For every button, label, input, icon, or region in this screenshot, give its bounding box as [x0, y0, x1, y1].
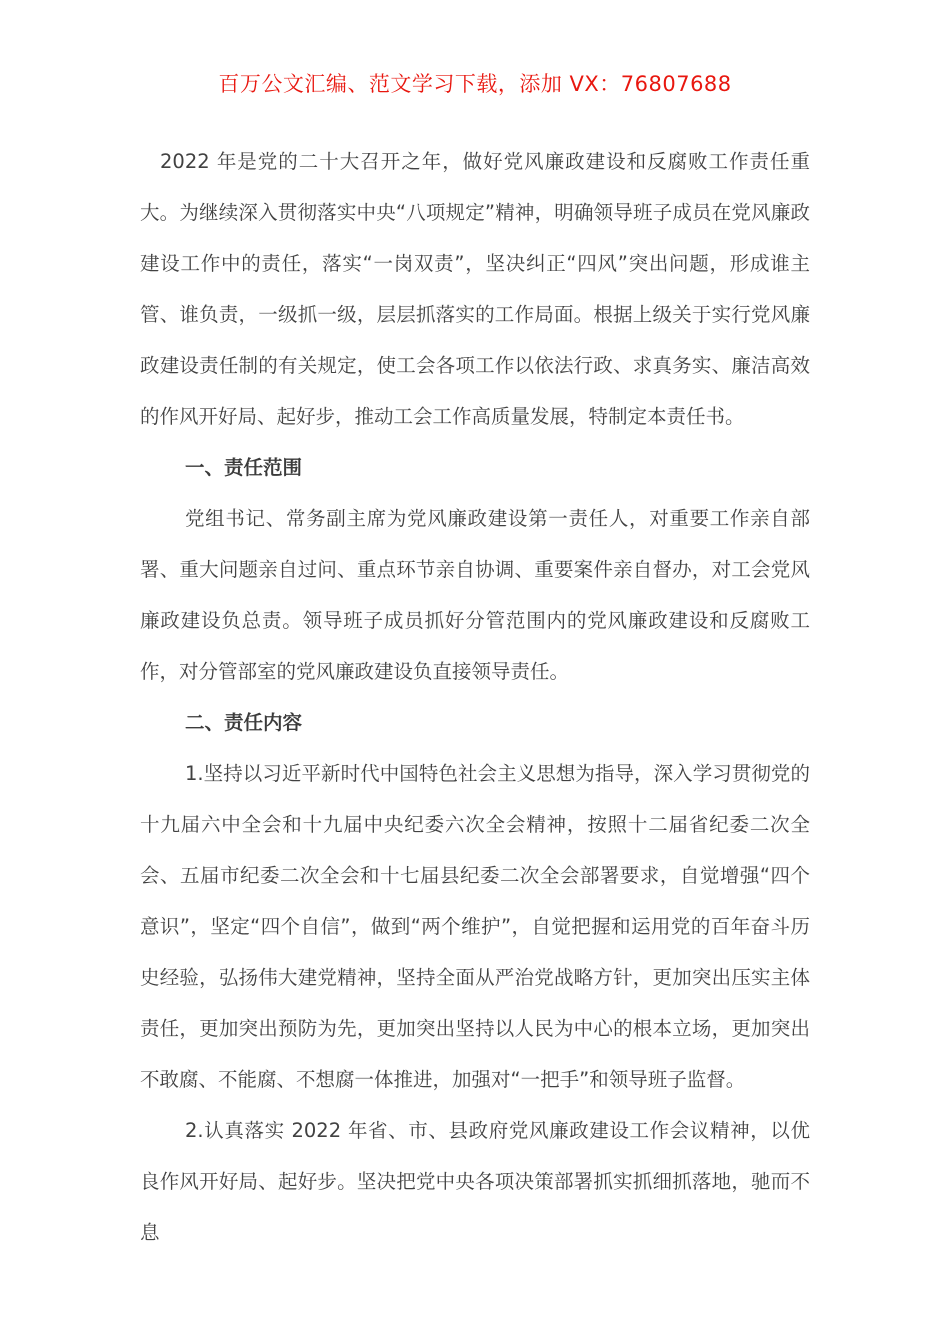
section-heading: 二、责任内容	[185, 711, 303, 734]
paragraph: 2.认真落实 2022 年省、市、县政府党风廉政建设工作会议精神，以优良作风开好局、起好步。坚决把党中央各项决策部署抓实抓细抓落地，驰而不息	[140, 1119, 810, 1244]
promo-banner: 百万公文汇编、范文学习下载，添加 VX：76807688	[218, 72, 732, 96]
paragraph: 党组书记、常务副主席为党风廉政建设第一责任人，对重要工作亲自部署、重大问题亲自过问、重点环节亲自协调、重要案件亲自督办，对工会党风廉政建设负总责。领导班子成员抓好分管范围内的党风廉政建设和反腐败工作，对分管部室的党风廉政建设负直接领导责任。	[140, 507, 810, 683]
paragraph: 2022 年是党的二十大召开之年，做好党风廉政建设和反腐败工作责任重大。为继续深入贯彻落实中央“八项规定”精神，明确领导班子成员在党风廉政建设工作中的责任，落实“一岗双责”，坚决纠正“四风”突出问题，形成谁主管、谁负责，一级抓一级，层层抓落实的工作局面。根据上级关于实行党风廉政建设责任制的有关规定，使工会各项工作以依法行政、求真务实、廉洁高效的作风开好局、起好步，推动工会工作高质量发展，特制定本责任书。	[140, 150, 810, 428]
paragraph: 1.坚持以习近平新时代中国特色社会主义思想为指导，深入学习贯彻党的十九届六中全会和十九届中央纪委六次全会精神，按照十二届省纪委二次全会、五届市纪委二次全会和十七届县纪委二次全会部署要求，自觉增强“四个意识”，坚定“四个自信”，做到“两个维护”，自觉把握和运用党的百年奋斗历史经验，弘扬伟大建党精神，坚持全面从严治党战略方针，更加突出压实主体责任，更加突出预防为先，更加突出坚持以人民为中心的根本立场，更加突出不敢腐、不能腐、不想腐一体推进，加强对“一把手”和领导班子监督。	[140, 762, 810, 1091]
section-heading: 一、责任范围	[185, 456, 303, 479]
document-body	[140, 136, 810, 1258]
